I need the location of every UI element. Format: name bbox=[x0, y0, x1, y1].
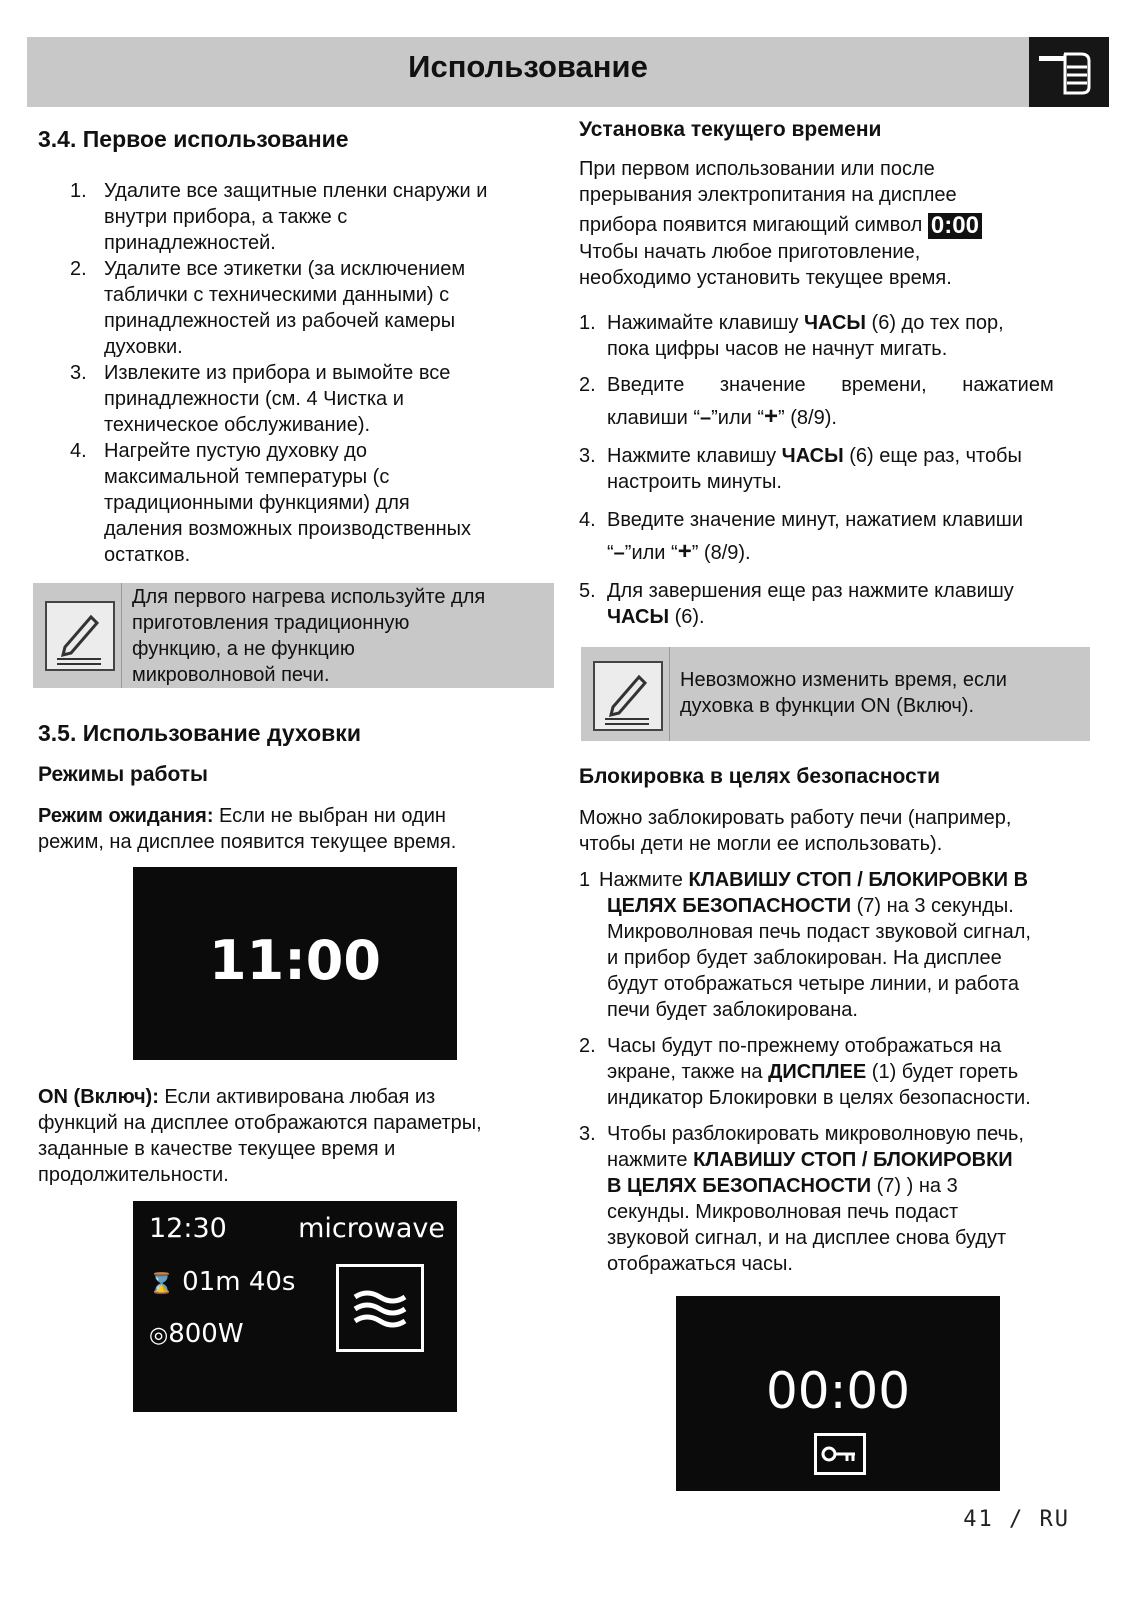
microwave-power-icon: ◎ bbox=[149, 1323, 169, 1348]
timer-hand-icon: ⌛ bbox=[149, 1271, 174, 1295]
note-box-first-heating bbox=[33, 583, 554, 688]
note-text: Невозможно изменить время, если духовка в функции ON (Включ). bbox=[680, 669, 1007, 717]
section-heading-first-use: 3.4. Первое использование bbox=[38, 126, 349, 152]
key-lock-icon bbox=[814, 1433, 866, 1475]
first-use-steps bbox=[70, 178, 550, 568]
display-clock: 12:30 bbox=[149, 1213, 227, 1244]
page-title: Использование bbox=[408, 49, 648, 84]
display-power: ◎800W bbox=[149, 1319, 244, 1349]
display-standby-screen bbox=[133, 867, 457, 1060]
note-pencil-icon bbox=[593, 661, 663, 731]
list-item: 4. Нагрейте пустую духовку до максимальной температуры (с традиционными функциями) для даления возможных производственных остатков. bbox=[70, 440, 471, 566]
list-item: 2. Введите значение времени, нажатием клавиши “–”или “+” (8/9). bbox=[579, 374, 1054, 430]
heading-set-time: Установка текущего времени bbox=[579, 118, 882, 141]
display-on-screen bbox=[133, 1201, 457, 1412]
set-time-steps bbox=[579, 310, 1091, 630]
list-item: 1. Нажимайте клавишу ЧАСЫ (6) до тех пор, пока цифры часов не начнут мигать. bbox=[579, 312, 1004, 360]
display-mode: microwave bbox=[298, 1213, 445, 1244]
standby-paragraph: Режим ожидания: Если не выбран ни один режим, на дисплее появится текущее время. bbox=[38, 805, 457, 853]
page-header bbox=[27, 37, 1109, 107]
list-item: 1 Нажмите КЛАВИШУ СТОП / БЛОКИРОВКИ В ЦЕЛЯХ БЕЗОПАСНОСТИ (7) на 3 секунды. Микроволновая печь подаст звуковой сигнал, и прибор будет заблокирован. На дисплее будут отображаться четыре линии, и работа печи будет заблокирована. bbox=[579, 869, 1031, 1021]
display-time: 11:00 bbox=[209, 929, 381, 992]
display-lock-screen bbox=[676, 1296, 1000, 1491]
note-pencil-icon bbox=[45, 601, 115, 671]
list-item: 3. Чтобы разблокировать микроволновую печь, нажмите КЛАВИШУ СТОП / БЛОКИРОВКИ В ЦЕЛЯХ БЕЗОПАСНОСТИ (7) ) на 3 секунды. Микроволновая печь подаст звуковой сигнал, и на дисплее снова будут отображаться часы. bbox=[579, 1123, 1024, 1275]
blinking-symbol: 0:00 bbox=[928, 213, 982, 239]
list-item: 3. Извлеките из прибора и вымойте все принадлежности (см. 4 Чистка и техническое обслуживание). bbox=[70, 362, 451, 436]
list-item: 3. Нажмите клавишу ЧАСЫ (6) еще раз, чтобы настроить минуты. bbox=[579, 445, 1022, 493]
list-item: 2. Удалите все этикетки (за исключением таблички с техническими данными) с принадлежностей из рабочей камеры духовки. bbox=[70, 258, 466, 358]
section-heading-oven-use: 3.5. Использование духовки bbox=[38, 720, 361, 746]
on-mode-paragraph: ON (Включ): Если активирована любая из функций на дисплее отображаются параметры, заданные в качестве текущее время и продолжительности. bbox=[38, 1086, 482, 1186]
note-text: Для первого нагрева используйте для приготовления традиционную функцию, а не функцию микроволновой печи. bbox=[132, 586, 486, 686]
safety-lock-intro: Можно заблокировать работу печи (например, чтобы дети не могли ее использовать). bbox=[579, 807, 1012, 855]
heading-safety-lock: Блокировка в целях безопасности bbox=[579, 765, 940, 788]
list-item: 5. Для завершения еще раз нажмите клавишу ЧАСЫ (6). bbox=[579, 580, 1014, 628]
display-duration: ⌛ 01m 40s bbox=[149, 1267, 296, 1297]
list-item: 1. Удалите все защитные пленки снаружи и внутри прибора, а также с принадлежностей. bbox=[70, 180, 488, 254]
subheading-modes: Режимы работы bbox=[38, 763, 208, 786]
note-box-time-change bbox=[581, 647, 1090, 741]
safety-lock-steps bbox=[579, 867, 1091, 1277]
display-time: 00:00 bbox=[765, 1362, 911, 1420]
list-item: 2. Часы будут по-прежнему отображаться на экране, также на ДИСПЛЕЕ (1) будет гореть индикатор Блокировки в целях безопасности. bbox=[579, 1035, 1031, 1109]
pointing-hand-icon bbox=[1029, 37, 1109, 107]
page-number: 41 / RU bbox=[963, 1507, 1070, 1532]
set-time-intro: При первом использовании или после прерывания электропитания на дисплее прибора появится мигающий символ 0:00 Чтобы начать любое приготовление, необходимо установить текущее время. bbox=[579, 156, 1099, 291]
list-item: 4. Введите значение минут, нажатием клавиши “–”или “+” (8/9). bbox=[579, 509, 1024, 565]
microwave-waves-icon bbox=[336, 1264, 424, 1352]
